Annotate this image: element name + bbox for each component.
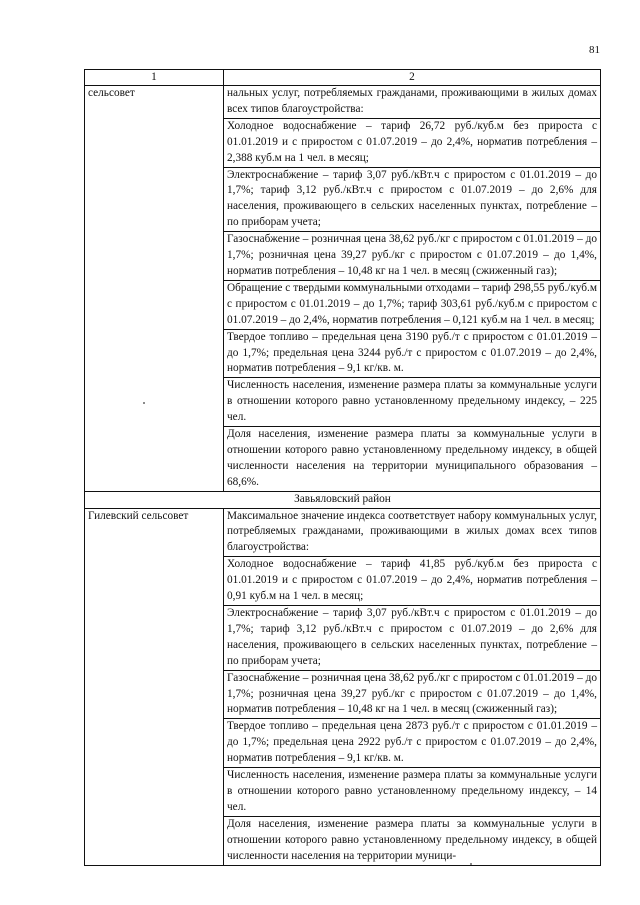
scan-speck	[143, 402, 145, 404]
municipality-cell: сельсовет	[85, 86, 224, 492]
district-row	[85, 491, 601, 508]
paragraph-cold-water: Холодное водоснабжение – тариф 41,85 руб./куб.м без прироста с 01.01.2019 и с приростом с 01.07.2019 – до 2,4%, норматив потребления – 0,91 куб.м на 1 чел. в месяц;	[224, 556, 600, 605]
paragraph-population-count: Численность населения, изменение размера платы за коммунальные услуги в отношении которого равно установленному предельному индексу, – 14 чел.	[224, 767, 600, 816]
paragraph-population-count: Численность населения, изменение размера платы за коммунальные услуги в отношении которого равно установленному предельному индексу, – 225 чел.	[224, 377, 600, 426]
description-cell	[224, 508, 601, 865]
paragraph-cold-water: Холодное водоснабжение – тариф 26,72 руб./куб.м без прироста с 01.01.2019 и с приростом с 01.07.2019 – до 2,4%, норматив потребления – 2,388 куб.м на 1 чел. в месяц;	[224, 118, 600, 167]
scan-speck	[470, 863, 472, 865]
description-cell	[224, 86, 601, 492]
table-row	[85, 86, 601, 492]
paragraph-electricity: Электроснабжение – тариф 3,07 руб./кВт.ч с приростом с 01.01.2019 – до 1,7%; тариф 3,12 руб./кВт.ч с приростом с 01.07.2019 – до 2,6% для населения, проживающего в сельских населенных пунктах, потребление – по приборам учета;	[224, 605, 600, 670]
paragraph-electricity: Электроснабжение – тариф 3,07 руб./кВт.ч с приростом с 01.01.2019 – до 1,7%; тариф 3,12 руб./кВт.ч с приростом с 01.07.2019 – до 2,6% для населения, проживающего в сельских населенных пунктах, потребление – по приборам учета;	[224, 167, 600, 232]
paragraph-solid-fuel: Твердое топливо – предельная цена 3190 руб./т с приростом с 01.01.2019 – до 1,7%; предельная цена 3244 руб./т с приростом с 01.07.2019 – до 2,4%, норматив потребления – 9,1 кг/кв. м.	[224, 329, 600, 378]
paragraph-gas: Газоснабжение – розничная цена 38,62 руб./кг с приростом с 01.01.2019 – до 1,7%; розничная цена 39,27 руб./кг с приростом с 01.07.2019 – до 1,4%, норматив потребления – 10,48 кг на 1 чел. в месяц (сжиженный газ);	[224, 670, 600, 719]
paragraph-solid-waste: Обращение с твердыми коммунальными отходами – тариф 298,55 руб./куб.м с приростом с 01.01.2019 – до 1,7%; тариф 303,61 руб./куб.м с приростом с 01.07.2019 – до 2,4%, норматив потребления – 0,121 куб.м на 1 чел. в месяц;	[224, 280, 600, 329]
page-number: 81	[589, 44, 600, 56]
paragraph-gas: Газоснабжение – розничная цена 38,62 руб./кг с приростом с 01.01.2019 – до 1,7%; розничная цена 39,27 руб./кг с приростом с 01.07.2019 – до 1,4%, норматив потребления – 10,48 кг на 1 чел. в месяц (сжиженный газ);	[224, 231, 600, 280]
column-header-2: 2	[224, 70, 601, 86]
paragraph-population-share: Доля населения, изменение размера платы за коммунальные услуги в отношении которого равно установленному предельному индексу, в общей численности населения на территории муници-	[224, 816, 600, 865]
paragraph-intro: Максимальное значение индекса соответствует набору коммунальных услуг, потребляемых гражданами, проживающими в жилых домах всех типов благоустройства:	[227, 509, 597, 554]
paragraph-intro: нальных услуг, потребляемых гражданами, проживающими в жилых домах всех типов благоустройства:	[227, 87, 597, 115]
paragraph-solid-fuel: Твердое топливо – предельная цена 2873 руб./т с приростом с 01.01.2019 – до 1,7%; предельная цена 2922 руб./т с приростом с 01.07.2019 – до 2,4%, норматив потребления – 9,1 кг/кв. м.	[224, 718, 600, 767]
table-row	[85, 508, 601, 865]
municipality-cell: Гилевский сельсовет	[85, 508, 224, 865]
tariff-table	[84, 69, 601, 866]
paragraph-population-share: Доля населения, изменение размера платы за коммунальные услуги в отношении которого равно установленному предельному индексу, в общей численности населения на территории муниципального образования – 68,6%.	[224, 426, 600, 491]
table-header-row	[85, 70, 601, 86]
district-heading: Завьяловский район	[85, 491, 601, 508]
column-header-1: 1	[85, 70, 224, 86]
